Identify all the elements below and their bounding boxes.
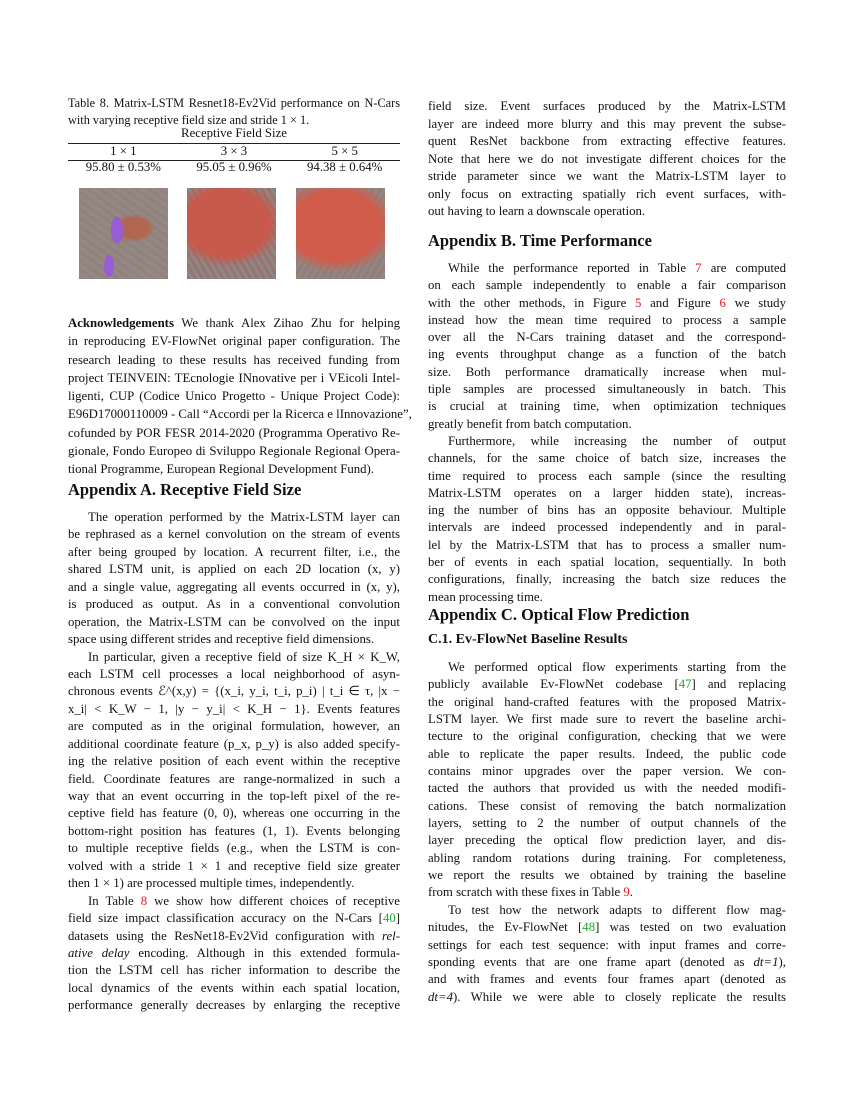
text-run: we study <box>725 295 786 310</box>
text-line: tacted the authors that provided us with the needed modifi- <box>428 781 786 796</box>
table-cell: 95.05 ± 0.96% <box>196 160 272 174</box>
text-line: is crucial at training time, when optimization techniques <box>428 399 786 414</box>
text-run: sponding events that are one frame apart (denoted as <box>428 954 754 969</box>
text-run: are computed <box>701 261 787 275</box>
text-line <box>428 260 786 277</box>
text-line: abling random rotations during training. For completeness, <box>428 850 786 865</box>
cross-reference-link[interactable]: 6 <box>719 295 726 310</box>
text-line: intervals are indeed processed independently and in paral- <box>428 520 786 535</box>
table-8-group-header: Receptive Field Size <box>181 126 287 140</box>
table-cell: 95.80 ± 0.53% <box>85 160 161 174</box>
text-line: after being grouped by location. A recurrent filter, i.e., the <box>68 544 400 559</box>
table-header-cell: 3 × 3 <box>220 144 248 158</box>
text-line: LSTM layer. We first made sure to revert the baseline archi- <box>428 712 786 727</box>
cross-reference-link[interactable]: 7 <box>695 261 702 275</box>
text-run: we show how different choices of receptive <box>147 893 400 908</box>
text-line: on each sample independently to enable a fair comparison <box>428 278 786 293</box>
table-8-value-row <box>68 160 400 175</box>
text-line: In particular, given a receptive field of size K_H × K_W, <box>88 649 400 664</box>
text-line: instead how the mean time required to process a sample <box>428 312 786 327</box>
text-line: size. Both performance dramatically increase when mul- <box>428 364 786 379</box>
text-line <box>68 945 400 962</box>
text-line: gionale, Fondo Europeo di Sviluppo Regionale Regional Opera- <box>68 444 400 459</box>
text-line: Matrix-LSTM operates on a larger hidden state), increas- <box>428 485 786 500</box>
text-line: the original hand-crafted features with the proposed Matrix- <box>428 694 786 709</box>
text-run: ), <box>778 954 786 969</box>
text-line: layer preceding the optical flow prediction layer, and dis- <box>428 833 786 848</box>
text-line <box>68 893 400 910</box>
text-line <box>68 910 400 927</box>
text-line: tecture to the original configuration, checking that we were <box>428 729 786 744</box>
text-line: to multiple receptive fields (e.g., when the LSTM is con- <box>68 841 400 856</box>
text-line: layer are indeed more blurry and this may prevent the subse- <box>428 116 786 131</box>
text-line: contains minor upgrades over the paper version. We con- <box>428 764 786 779</box>
text-line: and a single value, aggregating all events occurred in (x, y), <box>68 579 400 594</box>
text-run: ] <box>395 911 400 926</box>
text-run: . <box>629 885 633 900</box>
text-line: bottom-right position has features (1, 1). Events belonging <box>68 823 400 838</box>
text-line: volved with a stride 1 × 1 and receptive field size greater <box>68 858 400 873</box>
text-line: lel by the Matrix-LSTM that has to process a smaller num- <box>428 537 786 552</box>
event-surface-image-5x5 <box>296 188 385 279</box>
text-line <box>428 884 786 901</box>
text-line <box>68 928 400 945</box>
text-run: publicly available Ev-FlowNet codebase [ <box>428 677 679 692</box>
text-line: tion the LSTM cell has richer information to describe the <box>68 963 400 978</box>
text-run: encoding. Although in this extended formula- <box>129 945 401 960</box>
text-line: ing the relative position of each event within the receptive <box>68 754 400 769</box>
text-line: shared LSTM unit, is applied on each 2D location (x, y) <box>68 562 400 577</box>
text-line: greatly benefit from batch computation. <box>428 416 632 431</box>
text-run: We thank Alex Zihao Zhu for helping <box>173 316 400 330</box>
text-run: nitudes, the Ev-FlowNet [ <box>428 920 583 935</box>
citation-link[interactable]: 47 <box>678 677 692 692</box>
italic-text: dt=4 <box>428 989 453 1004</box>
text-line <box>428 676 786 693</box>
citation-link[interactable]: 40 <box>382 911 396 926</box>
appendix-c-body <box>428 659 786 1006</box>
event-surface-image-3x3 <box>187 188 276 279</box>
table-header-cell: 1 × 1 <box>110 144 137 158</box>
appendix-b-heading: Appendix B. Time Performance <box>428 231 652 250</box>
text-run: ] was tested on two evaluation <box>595 920 786 935</box>
table-8-caption: Table 8. Matrix-LSTM Resnet18-Ev2Vid performance on N-Cars with varying receptive field size and stride 1 × 1. <box>68 96 400 127</box>
table-8-header-row <box>68 144 400 159</box>
table-header-cell: 5 × 5 <box>331 144 358 158</box>
appendix-a-heading: Appendix A. Receptive Field Size <box>68 480 302 499</box>
text-run: ] and replacing <box>691 677 786 692</box>
text-line: cofunded by POR FESR 2014-2020 (Programma Operativo Re- <box>68 425 400 440</box>
text-line: cations. These consist of removing the batch normalization <box>428 798 786 813</box>
text-line: research leading to these results has received funding from <box>68 352 400 367</box>
text-line: We performed optical flow experiments starting from the <box>448 660 786 674</box>
text-line: and with frames and events four frames apart (denoted as <box>428 972 786 987</box>
text-line: chronous events ℰ^(x,y) = {(x_i, y_i, t_i, p_i) | t_i ∈ τ, |x − <box>68 684 400 699</box>
appendix-a-continued <box>428 98 786 221</box>
text-line: additional coordinate feature (p_x, p_y) is also added specify- <box>68 736 400 751</box>
appendix-c1-subheading: C.1. Ev-FlowNet Baseline Results <box>428 632 628 647</box>
run-in-heading: Acknowledgements <box>68 316 174 330</box>
text-line: layers, setting to 2 the number of output channels of the <box>428 816 786 831</box>
text-line: channels, for the same choice of batch size, increases the <box>428 451 786 466</box>
acknowledgements <box>68 314 412 479</box>
appendix-a-body <box>68 509 400 1015</box>
text-line: over all the N-Cars training dataset and the correspond- <box>428 330 786 345</box>
text-line: we report the results we obtained by training the baseline <box>428 868 786 883</box>
text-line <box>428 989 786 1006</box>
text-line: field size. Event surfaces produced by the Matrix-LSTM <box>428 99 786 113</box>
text-run: datasets using the ResNet18-Ev2Vid configuration with <box>68 928 382 943</box>
text-line: settings for each test sequence: with input frames and corre- <box>428 937 786 952</box>
text-line: Note that here we do not investigate different choices for the <box>428 151 786 166</box>
text-line: stride parameter since we want the Matrix-LSTM layer to <box>428 169 786 183</box>
text-line: are computed as in the original formulation, however, an <box>68 719 400 734</box>
text-run: from scratch with these fixes in Table <box>428 885 624 900</box>
text-line: time required to process each sample (since the resulting <box>428 468 786 483</box>
event-surface-image-1x1 <box>79 188 168 279</box>
citation-link[interactable]: 48 <box>582 920 596 935</box>
text-line: space using different strides and receptive field dimensions. <box>68 632 375 647</box>
text-line: configurations, finally, increasing the batch size reduces the <box>428 572 786 587</box>
text-line: mean processing time. <box>428 589 543 604</box>
text-line <box>428 919 786 936</box>
text-line: Furthermore, while increasing the number of output <box>448 433 786 448</box>
text-line: ceptive field has feature (0, 0), whereas one occurring in the <box>68 806 400 821</box>
text-line: x_i| < K_W − 1, |y − y_i| < K_H − 1}. Events features <box>68 701 400 716</box>
text-line: performance generally decreases by enlarging the receptive <box>68 998 400 1013</box>
italic-text: dt=1 <box>753 954 779 969</box>
cross-reference-link[interactable]: 5 <box>634 295 642 310</box>
text-run: In Table <box>88 893 141 908</box>
appendix-c-heading: Appendix C. Optical Flow Prediction <box>428 605 690 624</box>
text-run: While the performance reported in Table <box>448 261 696 275</box>
text-line: The operation performed by the Matrix-LSTM layer can <box>88 510 400 524</box>
text-line: in reproducing EV-FlowNet original paper configuration. The <box>68 334 400 349</box>
cross-reference-link[interactable]: 8 <box>140 893 148 908</box>
text-line <box>428 954 786 971</box>
text-line: tional Programme, European Regional Development Fund). <box>68 462 374 477</box>
text-line: each LSTM cell processes a local neighborhood of asyn- <box>68 666 400 681</box>
text-line <box>428 295 786 312</box>
appendix-b-body <box>428 260 786 606</box>
text-line: out having to learn a downscale operation. <box>428 204 646 218</box>
text-line: is produced as output. As in a conventional convolution <box>68 597 400 612</box>
table-cell: 94.38 ± 0.64% <box>307 160 383 174</box>
text-line: way that an event occurring in the top-left pixel of the re- <box>68 789 400 803</box>
text-line: then 1 × 1) are processed multiple times, independently. <box>68 876 355 891</box>
text-line: only focus on extracting spatially rich event surfaces, with- <box>428 186 786 201</box>
cross-reference-link[interactable]: 9 <box>623 885 630 900</box>
text-line <box>68 314 400 332</box>
text-line: E96D17000110009 - Call “Accordi per la Ricerca e lInnovazione”, <box>68 407 412 422</box>
italic-text: ative delay <box>68 945 130 960</box>
italic-text: rel- <box>381 928 400 943</box>
text-line: operation, the Matrix-LSTM can be convolved on the input <box>68 614 400 629</box>
text-line: tiple samples are processed simultaneously in batch. This <box>428 382 786 397</box>
text-line: ing events throughput change as a function of the batch <box>428 347 786 362</box>
text-line: be rephrased as a kernel convolution on the stream of events <box>68 527 400 542</box>
text-run: ). While we were able to closely replicate the results <box>453 989 786 1004</box>
text-run: with the other methods, in Figure <box>428 295 635 310</box>
text-line: ligenti, CUP (Codice Unico Progetto - Unique Project Code): <box>68 389 400 404</box>
text-line: project TEINVEIN: TEcnologie INnovative per i VEicoli Intel- <box>68 370 400 385</box>
text-line: quent ResNet backbone from extracting effective features. <box>428 134 786 148</box>
text-line: To test how the network adapts to different flow mag- <box>448 902 786 917</box>
text-line: ing the number of bins has an opposite behaviour. Multiple <box>428 503 786 518</box>
text-run: and Figure <box>641 295 720 310</box>
text-run: field size impact classification accuracy on the N-Cars [ <box>68 911 383 926</box>
text-line: ber of events in each spatial location, sequentially. In both <box>428 555 786 570</box>
text-line: field. Coordinate features are range-normalized in such a <box>68 771 400 786</box>
text-line: able to replicate the paper results. Indeed, the public code <box>428 746 786 761</box>
text-line: local dynamics of the events within each spatial location, <box>68 980 400 995</box>
